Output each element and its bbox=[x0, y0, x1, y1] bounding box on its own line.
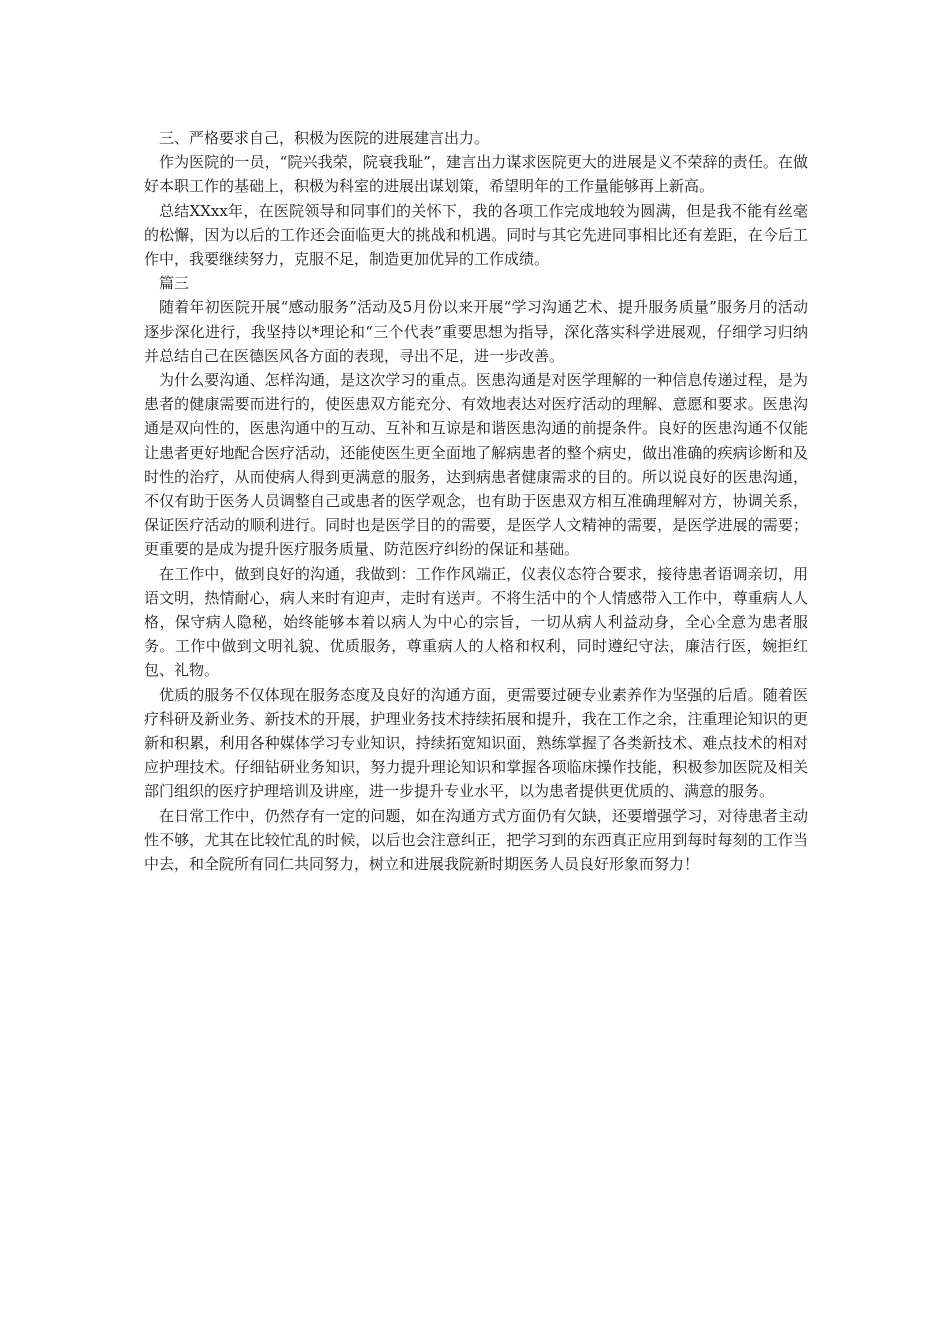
paragraph-work-communication: 在工作中，做到良好的沟通，我做到：工作作风端正，仪表仪态符合要求，接待患者语调亲切，用语文明，热情耐心，病人来时有迎声，走时有送声。不将生活中的个人情感带入工作中，尊重病人人格，保守病人隐秘，始终能够本着以病人为中心的宗旨，一切从病人利益动身，全心全意为患者服务。工作中做到文明礼貌、优质服务，尊重病人的人格和权利，同时遵纪守法，廉洁行医，婉拒红包、礼物。 bbox=[144, 564, 808, 680]
section-title-part-three: 篇三 bbox=[159, 274, 190, 293]
paragraph-summary: 总结XXxx年，在医院领导和同事们的关怀下，我的各项工作完成地较为圆满，但是我不能有丝毫的松懈，因为以后的工作还会面临更大的挑战和机遇。同时与其它先进同事相比还有差距，在今后工作中，我要继续努力，克服不足，制造更加优异的工作成绩。 bbox=[144, 201, 808, 269]
paragraph-why-communicate: 为什么要沟通、怎样沟通，是这次学习的重点。医患沟通是对医学理解的一种信息传递过程，是为患者的健康需要而进行的，使医患双方能充分、有效地表达对医疗活动的理解、意愿和要求。医患沟通是双向性的，医患沟通中的互动、互补和互谅是和谐医患沟通的前提条件。良好的医患沟通不仅能让患者更好地配合医疗活动，还能使医生更全面地了解病患者的整个病史，做出准确的疾病诊断和及时性的治疗，从而使病人得到更满意的服务，达到病患者健康需求的目的。所以说良好的医患沟通，不仅有助于医务人员调整自己或患者的医学观念，也有助于医患双方相互准确理解对方，协调关系，保证医疗活动的顺利进行。同时也是医学目的的需要，是医学人文精神的需要，是医学进展的需要；更重要的是成为提升医疗服务质量、防范医疗纠纷的保证和基础。 bbox=[144, 371, 808, 559]
paragraph-intro-service-month: 随着年初医院开展“感动服务”活动及5月份以来开展“学习沟通艺术、提升服务质量”服务月的活动逐步深化进行，我坚持以*理论和“三个代表”重要思想为指导，深化落实科学进展观，仔细学习归纳并总结自己在医德医风各方面的表现，寻出不足，进一步改善。 bbox=[144, 298, 808, 365]
document-body bbox=[144, 126, 808, 876]
section-heading-3: 三、严格要求自己，积极为医院的进展建言出力。 bbox=[159, 129, 490, 147]
paragraph-professional-quality: 优质的服务不仅体现在服务态度及良好的沟通方面，更需要过硬专业素养作为坚强的后盾。随着医疗科研及新业务、新技术的开展，护理业务技术持续拓展和提升，我在工作之余，注重理论知识的更新和积累，利用各种媒体学习专业知识，持续拓宽知识面，熟练掌握了各类新技术、难点技术的相对应护理技术。仔细钻研业务知识，努力提升理论知识和掌握各项临床操作技能，积极参加医院及相关部门组织的医疗护理培训及讲座，进一步提升专业水平，以为患者提供更优质的、满意的服务。 bbox=[144, 685, 808, 801]
paragraph-responsibility: 作为医院的一员，“院兴我荣，院衰我耻”，建言出力谋求医院更大的进展是义不荣辞的责任。在做好本职工作的基础上，积极为科室的进展出谋划策，希望明年的工作量能够再上新高。 bbox=[144, 153, 808, 196]
paragraph-problems-improvement: 在日常工作中，仍然存有一定的问题，如在沟通方式方面仍有欠缺，还要增强学习，对待患者主动性不够，尤其在比较忙乱的时候，以后也会注意纠正，把学习到的东西真正应用到每时每刻的工作当中去，和全院所有同仁共同努力，树立和进展我院新时期医务人员良好形象而努力！ bbox=[144, 806, 808, 874]
